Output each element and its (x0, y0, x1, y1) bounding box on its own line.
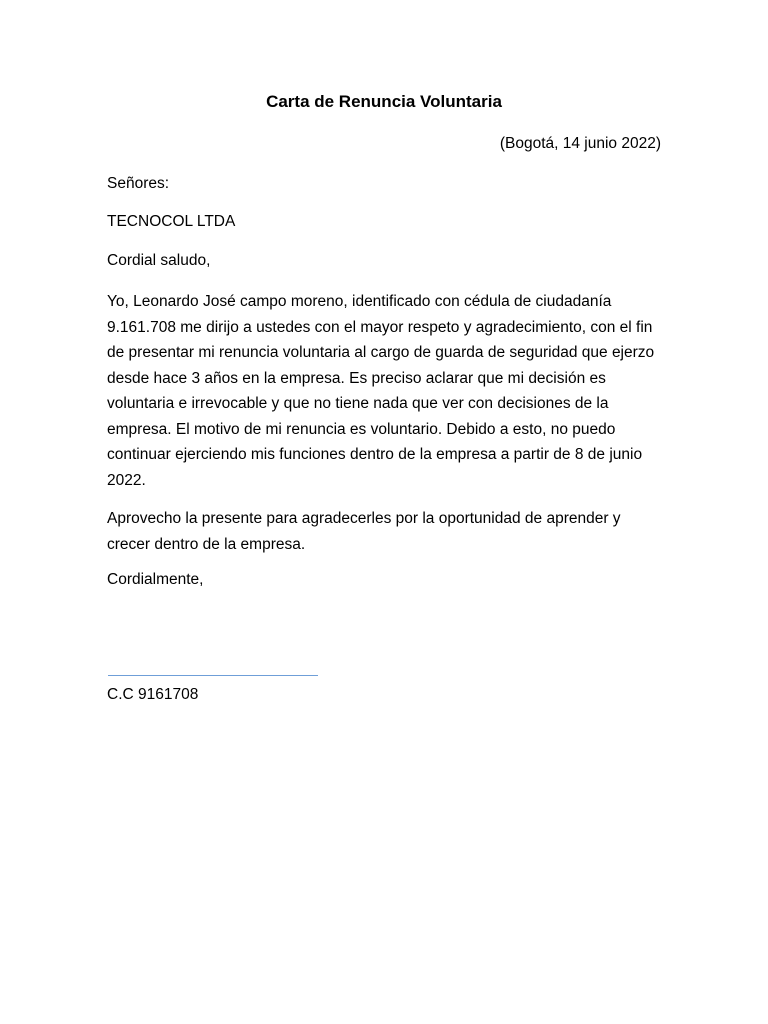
letter-date: (Bogotá, 14 junio 2022) (499, 135, 661, 152)
company-name: TECNOCOL LTDA (107, 213, 236, 230)
signature-line (108, 675, 318, 676)
salutation: Cordial saludo, (107, 252, 211, 269)
id-number: C.C 9161708 (107, 686, 199, 703)
body-paragraph-2: Aprovecho la presente para agradecerles por la oportunidad de aprender y crecer dentro de la empresa. (107, 510, 621, 553)
body-paragraph-1: Yo, Leonardo José campo moreno, identificado con cédula de ciudadanía 9.161.708 me dirijo a ustedes con el mayor respeto y agradecimiento, con el fin de presentar mi renuncia voluntaria al cargo de guarda de seguridad que ejerzo desde hace 3 años en la empresa. Es preciso aclarar que mi decisión es voluntaria e irrevocable y que no tiene nada que ver con decisiones de la empresa. El motivo de mi renuncia es voluntario. Debido a esto, no puedo continuar ejerciendo mis funciones dentro de la empresa a partir de 8 de junio 2022. (107, 293, 655, 489)
closing: Cordialmente, (107, 571, 204, 588)
addressee: Señores: (107, 175, 170, 192)
letter-title: Carta de Renuncia Voluntaria (266, 92, 502, 111)
